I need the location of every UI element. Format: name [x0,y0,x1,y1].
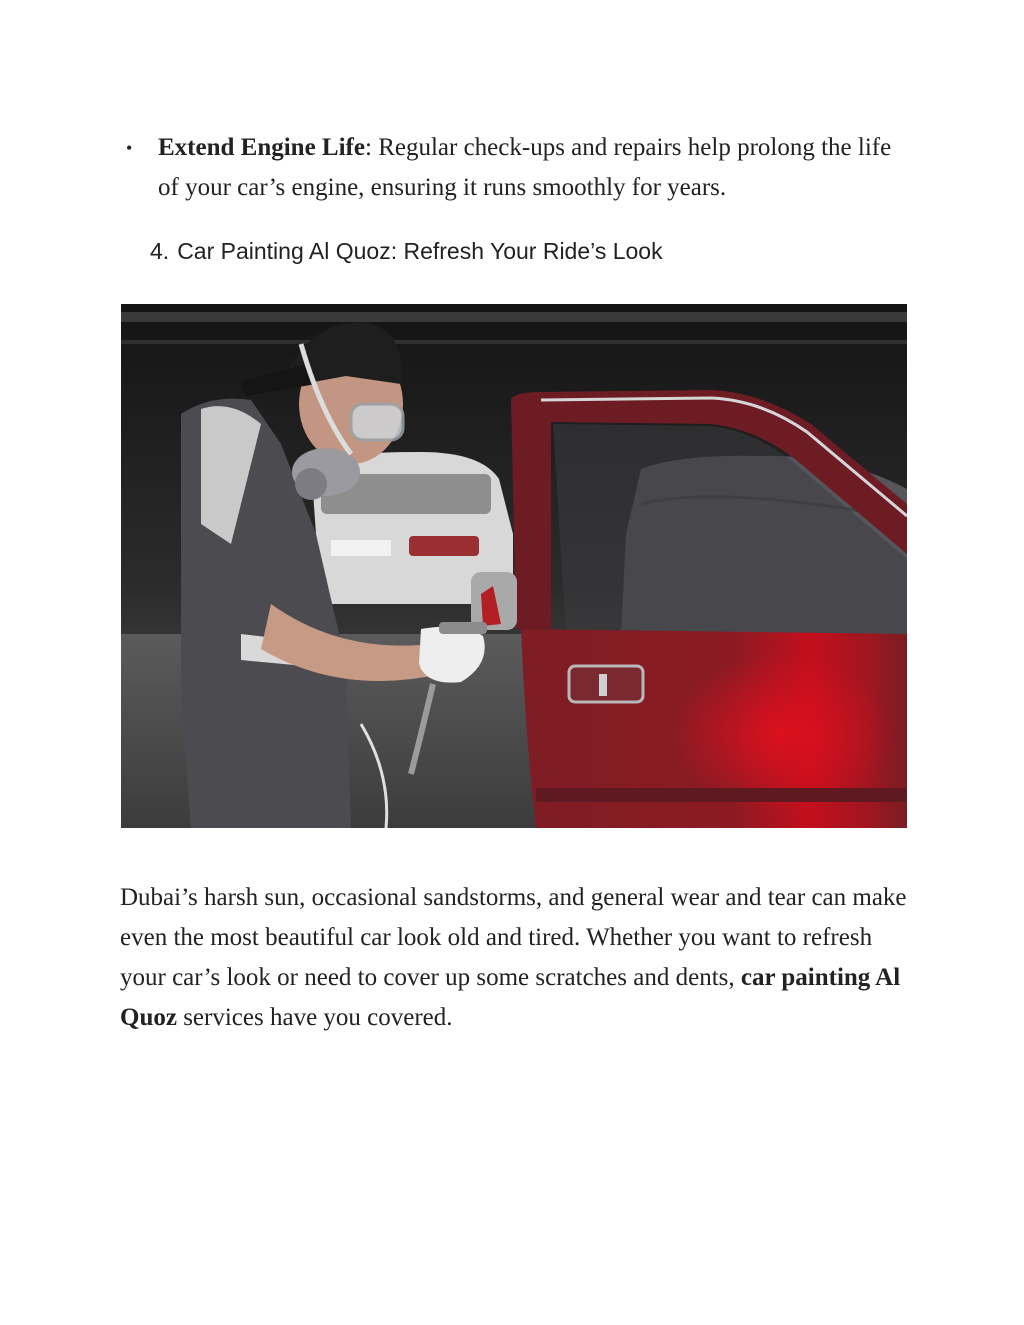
benefits-list [120,128,910,208]
worker-spray-painting-car-door-icon [121,304,907,828]
bullet-text: Regular check-ups and repairs help prolong the life of your car’s engine, ensuring it runs smoothly for years. [158,134,892,201]
intro-paragraph [120,878,910,1038]
section-number: 4. [150,238,170,264]
section-heading [150,234,663,268]
car-painting-photo [121,304,907,828]
bullet-term: Extend Engine Life [158,134,365,161]
bullet-marker: • [126,138,133,158]
section-title: Car Painting Al Quoz: Refresh Your Ride’s Look [177,238,663,264]
paragraph-bold-keyword: car painting Al Quoz [120,964,901,1031]
bullet-separator: : [364,134,372,161]
paragraph-text-before: Dubai’s harsh sun, occasional sandstorms, and general wear and tear can make even the most beautiful car look old and tired. Whether you want to refresh your car’s look or need to cover up some scratches and dents, [120,884,907,991]
paragraph-text-after: services have you covered. [176,1004,453,1031]
list-item [120,128,910,208]
